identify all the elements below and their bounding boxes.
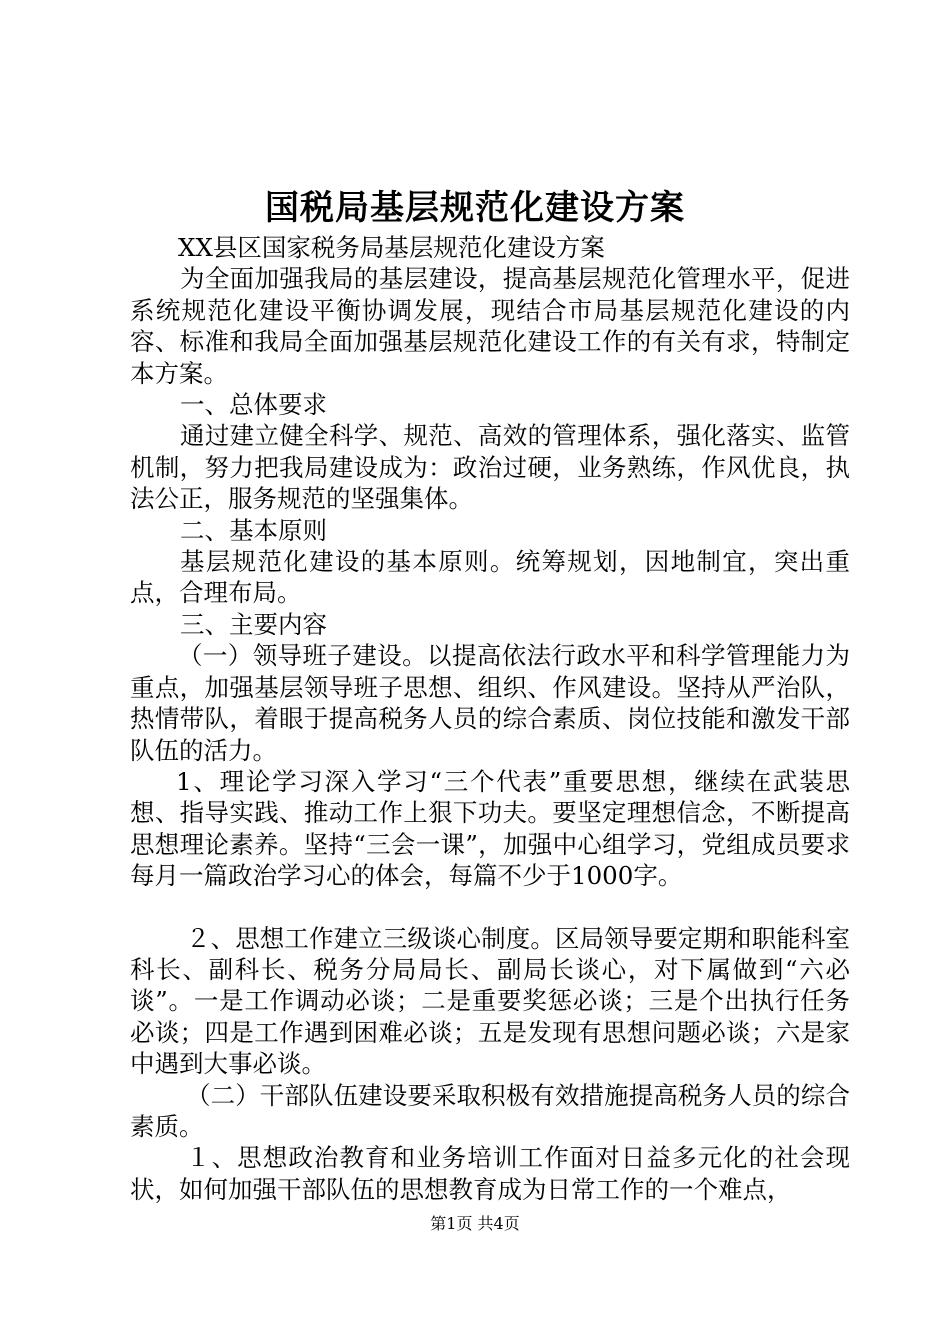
- document-body: [130, 232, 850, 1205]
- paragraph-gap: [130, 892, 850, 923]
- document-subtitle: XX县区国家税务局基层规范化建设方案: [178, 233, 605, 262]
- paragraph-ideological-work: ２、思想工作建立三级谈心制度。区局领导要定期和职能科室科长、副科长、税务分局局长、副局长谈心，对下属做到“六必谈”。一是工作调动必谈；二是重要奖惩必谈；三是个出执行任务必谈；四是工作遇到困难必谈；五是发现有思想问题必谈；六是家中遇到大事必谈。: [130, 923, 850, 1079]
- paragraph-leadership: （一）领导班子建设。以提高依法行政水平和科学管理能力为重点，加强基层领导班子思想、组织、作风建设。坚持从严治队，热情带队，着眼于提高税务人员的综合素质、岗位技能和激发干部队伍的活力。: [130, 641, 850, 765]
- paragraph-cadre-team: （二）干部队伍建设要采取积极有效措施提高税务人员的综合素质。: [130, 1080, 850, 1141]
- heading-general-requirements: 一、总体要求: [180, 390, 327, 420]
- paragraph-theory-study: 1、理论学习深入学习“三个代表”重要思想，继续在武装思想、指导实践、推动工作上狠下功夫。要坚定理想信念，不断提高思想理论素养。坚持“三会一课”，加强中心组学习，党组成员要求每月一篇政治学习心的体会，每篇不少于1000字。: [130, 766, 850, 891]
- paragraph-general-requirements: 通过建立健全科学、规范、高效的管理体系，强化落实、监管机制，努力把我局建设成为：政治过硬，业务熟练，作风优良，执法公正，服务规范的坚强集体。: [130, 421, 850, 514]
- heading-basic-principles: 二、基本原则: [180, 515, 327, 545]
- paragraph-intro: 为全面加强我局的基层建设，提高基层规范化管理水平，促进系统规范化建设平衡协调发展，现结合市局基层规范化建设的内容、标准和我局全面加强基层规范化建设工作的有关有求，特制定本方案。: [130, 264, 850, 388]
- paragraph-political-education: １、思想政治教育和业务培训工作面对日益多元化的社会现状，如何加强干部队伍的思想教育成为日常工作的一个难点，: [130, 1143, 850, 1204]
- paragraph-basic-principles: 基层规范化建设的基本原则。统筹规划，因地制宜，突出重点，合理布局。: [130, 547, 850, 608]
- heading-main-content: 三、主要内容: [180, 609, 327, 639]
- document-title: 国税局基层规范化建设方案: [265, 188, 685, 228]
- page-number: 第1页 共4页: [430, 1214, 520, 1233]
